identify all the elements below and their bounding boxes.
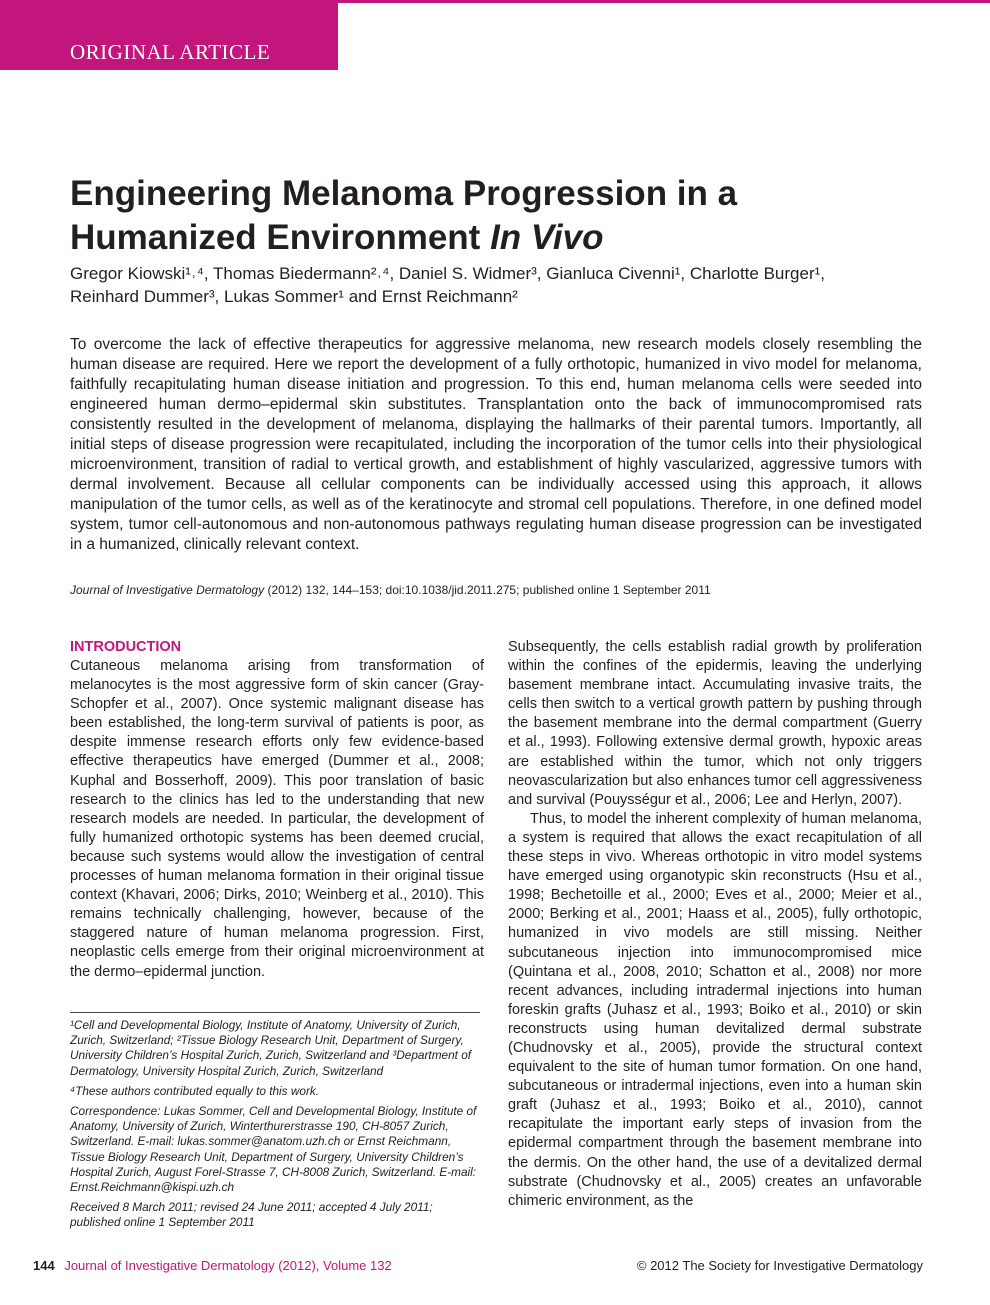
footnote-divider [70,1012,480,1013]
footnote-affiliations: ¹Cell and Developmental Biology, Institute of Anatomy, University of Zurich, Zurich, Switzerland; ²Tissue Biology Research Unit, Department of Surgery, University Children’s Hospital Zurich, Zurich, Switzerland and ³Department of Dermatology, University Hospital Zurich, Zurich, Switzerland [70,1018,472,1078]
citation-journal: Journal of Investigative Dermatology [70,583,265,597]
footer-journal: Journal of Investigative Dermatology (2012), Volume 132 [64,1258,392,1273]
banner-rule [338,0,990,70]
page-footer [33,1258,923,1273]
footnote-equal-contribution: ⁴These authors contributed equally to this work. [70,1083,320,1098]
section-heading-introduction: INTRODUCTION [70,639,182,655]
author-list [70,262,930,308]
page-number: 144 [33,1258,55,1273]
footnotes [70,1018,484,1236]
footer-copyright: © 2012 The Society for Investigative Dermatology [636,1258,923,1273]
intro-paragraph-2: Subsequently, the cells establish radial growth by proliferation within the confines of the epidermis, leaving the underlying basement membrane intact. Accumulating invasive traits, the cells then switch to a vertical growth pattern by pushing through the basement membrane into the dermal compartment (Guerry et al., 1993). Following extensive dermal growth, hypoxic areas are established within the tumor, which not only triggers neovascularization but also enhances tumor cell aggressiveness and survival (Pouysségur et al., 2006; Lee and Herlyn, 2007). [508,639,922,808]
footnote-correspondence: Correspondence: Lukas Sommer, Cell and Developmental Biology, Institute of Anatomy, University of Zurich, Winterthurerstrasse 190, CH-8057 Zurich, Switzerland. E-mail: lukas.sommer@anatom.uzh.ch or Ernst Reichmann, Tissue Biology Research Unit, Department of Surgery, University Children’s Hospital Zurich, August Forel-Strasse 7, CH-8008 Zurich, Switzerland. E-mail: Ernst.Reichmann@kispi.uzh.ch [70,1104,477,1195]
footnote-dates: Received 8 March 2011; revised 24 June 2011; accepted 4 July 2011; published online 1 September 2011 [70,1200,433,1230]
author-line-2: Reinhard Dummer³, Lukas Sommer¹ and Ernst Reichmann² [70,287,518,306]
right-column [508,638,922,1211]
title-italic: In Vivo [490,218,604,257]
citation-line [70,583,930,597]
citation-details: (2012) 132, 144–153; doi:10.1038/jid.2011.275; published online 1 September 2011 [264,583,711,597]
article-title: Engineering Melanoma Progression in a Humanized Environment In Vivo [70,174,738,257]
intro-paragraph-1: Cutaneous melanoma arising from transformation of melanocytes is the most aggressive form of skin cancer (Gray-Schopfer et al., 2007). Once systemic malignant disease has been established, the long-term survival of patients is poor, as despite immense research efforts only few evidence-based effective therapeutics have emerged (Dummer et al., 2008; Kuphal and Bosserhoff, 2009). This poor translation of basic research to the clinics has led to the understanding that new research models are needed. In particular, the development of fully humanized orthotopic systems has been deemed crucial, because such systems would allow the investigation of central processes of human melanoma formation in their original tissue context (Khavari, 2006; Dirks, 2010; Weinberg et al., 2010). This remains technically challenging, however, because of the staggered nature of human melanoma progression. First, neoplastic cells emerge from their original microenvironment at the dermo–epidermal junction. [70,658,484,980]
article-type-label: ORIGINAL ARTICLE [70,40,271,64]
intro-paragraph-3: Thus, to model the inherent complexity of human melanoma, a system is required that allows the exact recapitulation of all these steps in vivo. Whereas orthotopic in vitro model systems have emerged using organotypic skin reconstructs (Hsu et al., 1998; Bechetoille et al., 2000; Eves et al., 2000; Meier et al., 2000; Berking et al., 2001; Haass et al., 2005), fully orthotopic, humanized in vivo models are still missing. Neither subcutaneous injection into immunocompromised mice (Quintana et al., 2008, 2010; Schatton et al., 2008) nor more recent advances, including intradermal injections into human foreskin grafts (Juhasz et al., 1993; Boiko et al., 2010) or skin reconstructs using human devitalized dermal substrate (Chudnovsky et al., 2005), provide the structural context equivalent to the site of human tumor formation. On one hand, subcutaneous or intradermal injections, even into a human skin graft (Juhasz et al., 1993; Boiko et al., 2010), cannot recapitulate the important early steps of invasion from the epidermal compartment through the basement membrane into the dermis. On the other hand, the use of a devitalized dermal substrate (Chudnovsky et al., 2005) creates an unfavorable chimeric environment, as the [508,810,922,1209]
abstract: To overcome the lack of effective therapeutics for aggressive melanoma, new research models closely resembling the human disease are required. Here we report the development of a fully orthotopic, humanized in vivo model for melanoma, faithfully recapitulating human disease initiation and progression. To this end, human melanoma cells were seeded into engineered human dermo–epidermal skin substitutes. Transplantation onto the back of immunocompromised rats consistently resulted in the development of melanoma, displaying the hallmarks of their parental tumors. Importantly, all initial steps of disease progression were recapitulated, including the incorporation of the tumor cells into their physiological microenvironment, transition of radial to vertical growth, and establishment of highly vascularized, aggressive tumors with dermal involvement. Because all cellular components can be individually accessed using this approach, it allows manipulation of the tumor cells, as well as of the keratinocyte and stromal cell populations. Therefore, in one defined model system, tumor cell-autonomous and non-autonomous pathways regulating human disease progression can be investigated in a humanized, clinically relevant context. [70,336,922,553]
article-type-banner [0,0,338,70]
author-line-1: Gregor Kiowski¹˒⁴, Thomas Biedermann²˒⁴, Daniel S. Widmer³, Gianluca Civenni¹, Charlotte Burger¹, [70,264,825,283]
left-column [70,638,484,982]
